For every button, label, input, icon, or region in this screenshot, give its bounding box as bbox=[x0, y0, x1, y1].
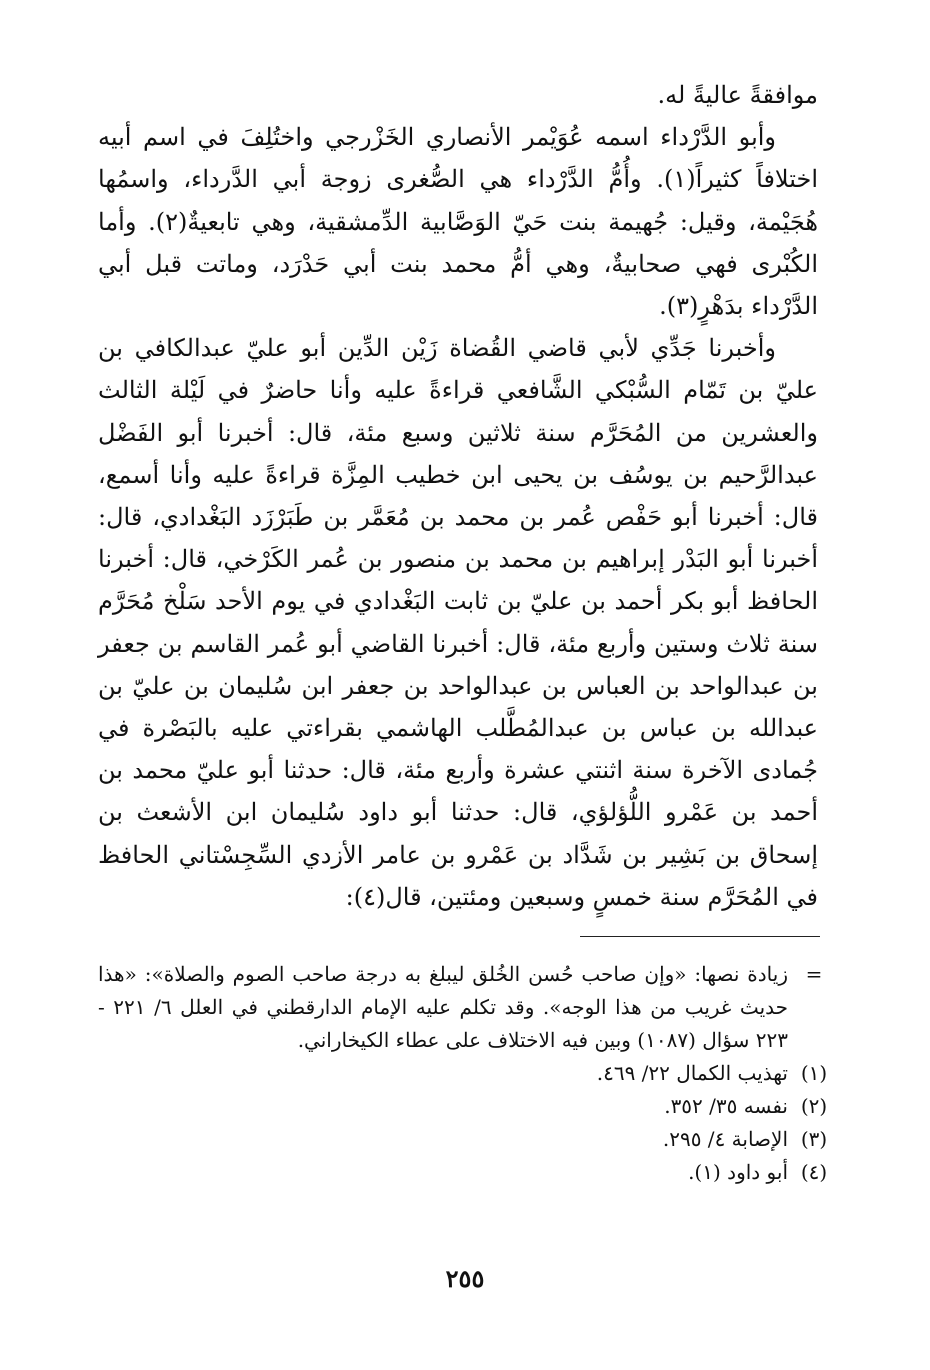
footnote-1 bbox=[98, 1057, 832, 1090]
continuation-marker: = bbox=[805, 962, 823, 986]
paragraph-abu-darda: وأبو الدَّرْداء اسمه عُوَيْمر الأنصاري الخَزْرجي واختُلِفَ في اسم أبيه اختلافاً كثيراً(١). وأُمُّ الدَّرْداء هي الصُّغرى زوجة أبي الدَّرداء، واسمُها هُجَيْمة، وقيل: جُهيمة بنت حَيّ الوَصَّابية الدِّمشقية، وهي تابعيةٌ(٢). وأما الكُبْرى فهي صحابيةٌ، وهي أمُّ محمد بنت أبي حَدْرَد، وماتت قبل أبي الدَّرْداء بدَهْرٍ(٣). bbox=[98, 123, 818, 321]
footnote-text: الإصابة ٤/ ٢٩٥. bbox=[662, 1127, 788, 1151]
footnote-text: أبو داود (١). bbox=[688, 1160, 788, 1184]
footnote-text: تهذيب الكمال ٢٢/ ٤٦٩. bbox=[596, 1061, 788, 1085]
footnote-number: (١) bbox=[800, 1061, 828, 1085]
footnote-3 bbox=[98, 1123, 832, 1156]
footnote-number: (٤) bbox=[800, 1160, 828, 1184]
main-body-text bbox=[98, 74, 818, 918]
footnote-text: نفسه ٣٥/ ٣٥٢. bbox=[664, 1094, 788, 1118]
footnote-continuation bbox=[98, 958, 832, 1057]
paragraph-isnad-chain: وأخبرنا جَدِّي لأبي قاضي القُضاة زَيْن الدِّين أبو عليّ عبدالكافي بن عليّ بن تَمّام السُّبْكي الشَّافعي قراءةً عليه وأنا حاضرٌ في لَيْلة الثالث والعشرين من المُحَرَّم سنة ثلاثين وسبع مئة، قال: أخبرنا أبو الفَضْل عبدالرَّحيم بن يوسُف بن يحيى ابن خطيب المِزَّة قراءةً عليه وأنا أسمع، قال: أخبرنا أبو حَفْص عُمر بن محمد بن مُعَمَّر بن طَبَرْزَد البَغْدادي، قال: أخبرنا أبو البَدْر إبراهيم بن محمد بن منصور بن عُمر الكَرْخي، قال: أخبرنا الحافظ أبو بكر أحمد بن عليّ بن ثابت البَغْدادي في يوم الأحد سَلْخ مُحَرَّم سنة ثلاث وستين وأربع مئة، قال: أخبرنا القاضي أبو عُمر القاسم بن جعفر بن عبدالواحد بن العباس بن عبدالواحد بن جعفر ابن سُليمان بن عليّ بن عبدالله بن عباس بن عبدالمُطَّلب الهاشمي بقراءتي عليه بالبَصْرة في جُمادى الآخرة سنة اثنتي عشرة وأربع مئة، قال: حدثنا أبو عليّ محمد بن أحمد بن عَمْرو اللُّؤلؤي، قال: حدثنا أبو داود سُليمان ابن الأشعث بن إسحاق بن بَشِير بن شَدَّاد بن عَمْرو بن عامر الأزدي السِّجِسْتاني الحافظ في المُحَرَّم سنة خمسٍ وسبعين ومئتين، قال(٤): bbox=[98, 334, 818, 911]
footnote-2 bbox=[98, 1090, 832, 1123]
footnote-number: (٢) bbox=[800, 1094, 828, 1118]
footnote-number: (٣) bbox=[800, 1127, 828, 1151]
opening-line: موافقةً عاليةً له. bbox=[657, 81, 818, 109]
footnote-separator bbox=[580, 936, 820, 937]
page-number: ٢٥٥ bbox=[445, 1264, 485, 1293]
footnotes-section bbox=[98, 958, 832, 1189]
continuation-text: زيادة نصها: «وإن صاحب حُسن الخُلق ليبلغ به درجة صاحب الصوم والصلاة»: «هذا حديث غريب من هذا الوجه». وقد تكلم عليه الإمام الدارقطني في العلل ٦/ ٢٢١ - ٢٢٣ سؤال (١٠٨٧) وبين فيه الاختلاف على عطاء الكيخاراني. bbox=[98, 962, 788, 1052]
footnote-4 bbox=[98, 1156, 832, 1189]
